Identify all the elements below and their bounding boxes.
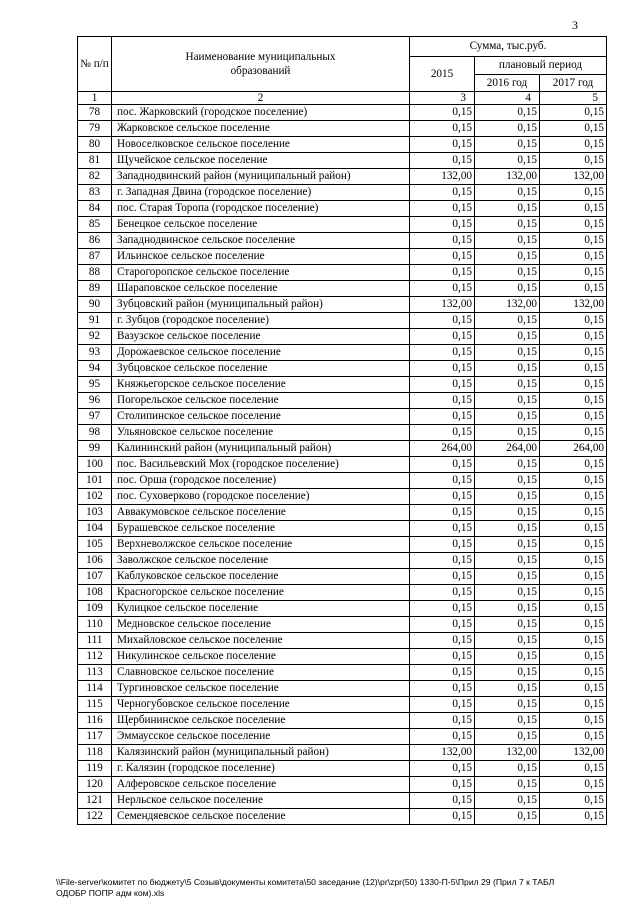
row-value-2015: 0,15 [410, 473, 475, 489]
row-value-2016: 0,15 [475, 345, 540, 361]
table-row [78, 185, 607, 201]
row-number: 106 [78, 553, 112, 569]
row-name: г. Зубцов (городское поселение) [112, 313, 410, 329]
row-value-2016: 0,15 [475, 713, 540, 729]
row-number: 108 [78, 585, 112, 601]
table-row [78, 745, 607, 761]
row-value-2015: 0,15 [410, 633, 475, 649]
row-number: 91 [78, 313, 112, 329]
row-value-2017: 0,15 [540, 377, 607, 393]
row-number: 104 [78, 521, 112, 537]
row-value-2017: 0,15 [540, 665, 607, 681]
row-name: Красногорское сельское поселение [112, 585, 410, 601]
row-value-2015: 0,15 [410, 537, 475, 553]
row-value-2016: 132,00 [475, 169, 540, 185]
col-index-3: 3 [410, 92, 475, 105]
table-row [78, 729, 607, 745]
row-value-2016: 0,15 [475, 777, 540, 793]
row-value-2015: 132,00 [410, 297, 475, 313]
col-header-name [112, 37, 410, 92]
row-value-2017: 0,15 [540, 345, 607, 361]
row-value-2017: 0,15 [540, 569, 607, 585]
row-name: Калязинский район (муниципальный район) [112, 745, 410, 761]
row-value-2015: 0,15 [410, 425, 475, 441]
row-name: Алферовское сельское поселение [112, 777, 410, 793]
table-row [78, 521, 607, 537]
row-value-2017: 0,15 [540, 697, 607, 713]
table-row [78, 233, 607, 249]
row-value-2016: 0,15 [475, 521, 540, 537]
row-name: г. Западная Двина (городское поселение) [112, 185, 410, 201]
row-value-2016: 0,15 [475, 393, 540, 409]
row-name: Никулинское сельское поселение [112, 649, 410, 665]
row-number: 89 [78, 281, 112, 297]
table-row [78, 649, 607, 665]
row-value-2016: 0,15 [475, 217, 540, 233]
table-row [78, 553, 607, 569]
row-value-2017: 0,15 [540, 777, 607, 793]
row-value-2016: 0,15 [475, 585, 540, 601]
row-value-2017: 264,00 [540, 441, 607, 457]
row-number: 92 [78, 329, 112, 345]
row-name: Западнодвинский район (муниципальный район) [112, 169, 410, 185]
row-value-2015: 0,15 [410, 409, 475, 425]
row-value-2017: 0,15 [540, 217, 607, 233]
table-row [78, 713, 607, 729]
row-value-2017: 0,15 [540, 233, 607, 249]
row-value-2016: 0,15 [475, 233, 540, 249]
table-row [78, 793, 607, 809]
row-value-2017: 0,15 [540, 121, 607, 137]
table-row [78, 633, 607, 649]
row-value-2016: 0,15 [475, 185, 540, 201]
table-row [78, 489, 607, 505]
row-number: 111 [78, 633, 112, 649]
row-value-2016: 0,15 [475, 489, 540, 505]
table-row [78, 681, 607, 697]
col-header-2017: 2017 год [540, 75, 607, 92]
row-number: 86 [78, 233, 112, 249]
row-value-2015: 0,15 [410, 345, 475, 361]
row-name: Каблуковское сельское поселение [112, 569, 410, 585]
table-row [78, 249, 607, 265]
row-name: Эммаусское сельское поселение [112, 729, 410, 745]
row-value-2016: 0,15 [475, 153, 540, 169]
row-value-2017: 0,15 [540, 617, 607, 633]
row-name: Зубцовский район (муниципальный район) [112, 297, 410, 313]
row-value-2017: 0,15 [540, 457, 607, 473]
row-value-2015: 0,15 [410, 185, 475, 201]
row-number: 116 [78, 713, 112, 729]
table-row [78, 169, 607, 185]
row-number: 103 [78, 505, 112, 521]
row-value-2016: 0,15 [475, 617, 540, 633]
row-value-2017: 0,15 [540, 505, 607, 521]
row-number: 107 [78, 569, 112, 585]
table-row [78, 361, 607, 377]
row-number: 90 [78, 297, 112, 313]
row-value-2015: 0,15 [410, 681, 475, 697]
row-value-2016: 0,15 [475, 457, 540, 473]
row-name: Шараповское сельское поселение [112, 281, 410, 297]
row-value-2017: 0,15 [540, 153, 607, 169]
table-row [78, 105, 607, 121]
row-value-2017: 0,15 [540, 649, 607, 665]
row-value-2016: 0,15 [475, 665, 540, 681]
row-name: Вазузское сельское поселение [112, 329, 410, 345]
table-row [78, 153, 607, 169]
table-row [78, 777, 607, 793]
row-value-2017: 0,15 [540, 425, 607, 441]
row-value-2017: 0,15 [540, 361, 607, 377]
row-name: Заволжское сельское поселение [112, 553, 410, 569]
row-value-2015: 0,15 [410, 489, 475, 505]
row-value-2016: 0,15 [475, 361, 540, 377]
col-header-2016: 2016 год [475, 75, 540, 92]
row-name: Щербининское сельское поселение [112, 713, 410, 729]
table-row [78, 409, 607, 425]
row-name: Славновское сельское поселение [112, 665, 410, 681]
table-row [78, 313, 607, 329]
row-value-2015: 0,15 [410, 281, 475, 297]
row-value-2017: 0,15 [540, 681, 607, 697]
table-row [78, 281, 607, 297]
row-value-2015: 0,15 [410, 457, 475, 473]
row-name: Кулицкое сельское поселение [112, 601, 410, 617]
row-number: 100 [78, 457, 112, 473]
row-value-2016: 0,15 [475, 729, 540, 745]
row-value-2015: 0,15 [410, 521, 475, 537]
row-number: 119 [78, 761, 112, 777]
row-value-2015: 0,15 [410, 233, 475, 249]
row-value-2015: 0,15 [410, 729, 475, 745]
row-name: Аввакумовское сельское поселение [112, 505, 410, 521]
row-value-2015: 0,15 [410, 761, 475, 777]
row-value-2017: 132,00 [540, 745, 607, 761]
row-number: 122 [78, 809, 112, 825]
row-name: пос. Жарковский (городское поселение) [112, 105, 410, 121]
table-row [78, 121, 607, 137]
row-number: 95 [78, 377, 112, 393]
row-value-2017: 0,15 [540, 761, 607, 777]
row-value-2016: 0,15 [475, 377, 540, 393]
row-name: Ульяновское сельское поселение [112, 425, 410, 441]
table-row [78, 297, 607, 313]
col-index-2: 2 [112, 92, 410, 105]
row-value-2015: 0,15 [410, 121, 475, 137]
row-name: Старогоропское сельское поселение [112, 265, 410, 281]
row-value-2017: 0,15 [540, 793, 607, 809]
row-name: Погорельское сельское поселение [112, 393, 410, 409]
col-index-4: 4 [475, 92, 540, 105]
row-number: 83 [78, 185, 112, 201]
row-value-2015: 0,15 [410, 105, 475, 121]
row-value-2015: 0,15 [410, 617, 475, 633]
row-name: Калининский район (муниципальный район) [112, 441, 410, 457]
row-value-2015: 0,15 [410, 505, 475, 521]
table-row [78, 809, 607, 825]
col-index-1: 1 [78, 92, 112, 105]
row-number: 82 [78, 169, 112, 185]
row-name: Семендяевское сельское поселение [112, 809, 410, 825]
row-value-2017: 0,15 [540, 201, 607, 217]
row-name: пос. Суховерково (городское поселение) [112, 489, 410, 505]
row-number: 81 [78, 153, 112, 169]
footer-line-1: \\File-server\комитет по бюджету\5 Созыв\документы комитета\50 заседание (12)\pr\zpr(50) 1330-П-5\Прил 29 (Прил 7 к ТАБЛ [56, 877, 555, 887]
table-row [78, 537, 607, 553]
row-value-2016: 0,15 [475, 553, 540, 569]
table-row [78, 137, 607, 153]
row-number: 101 [78, 473, 112, 489]
row-number: 113 [78, 665, 112, 681]
row-number: 105 [78, 537, 112, 553]
row-value-2017: 0,15 [540, 409, 607, 425]
table-row [78, 377, 607, 393]
table-row [78, 457, 607, 473]
row-value-2017: 0,15 [540, 713, 607, 729]
row-name: Ильинское сельское поселение [112, 249, 410, 265]
row-value-2016: 0,15 [475, 137, 540, 153]
row-number: 99 [78, 441, 112, 457]
row-value-2016: 0,15 [475, 249, 540, 265]
row-number: 94 [78, 361, 112, 377]
table-body [78, 105, 607, 825]
row-name: Бурашевское сельское поселение [112, 521, 410, 537]
table-row [78, 617, 607, 633]
row-value-2015: 0,15 [410, 361, 475, 377]
row-value-2017: 132,00 [540, 297, 607, 313]
row-value-2016: 0,15 [475, 809, 540, 825]
row-value-2015: 132,00 [410, 169, 475, 185]
table-row [78, 217, 607, 233]
row-value-2015: 0,15 [410, 777, 475, 793]
row-value-2017: 0,15 [540, 281, 607, 297]
row-value-2017: 0,15 [540, 809, 607, 825]
row-name: Медновское сельское поселение [112, 617, 410, 633]
row-value-2016: 0,15 [475, 681, 540, 697]
row-value-2017: 0,15 [540, 521, 607, 537]
row-value-2015: 132,00 [410, 745, 475, 761]
row-number: 120 [78, 777, 112, 793]
row-name: Бенецкое сельское поселение [112, 217, 410, 233]
row-number: 98 [78, 425, 112, 441]
row-name: Тургиновское сельское поселение [112, 681, 410, 697]
row-name: Михайловское сельское поселение [112, 633, 410, 649]
row-value-2016: 0,15 [475, 569, 540, 585]
row-number: 79 [78, 121, 112, 137]
row-name: Щучейское сельское поселение [112, 153, 410, 169]
table-row [78, 345, 607, 361]
row-value-2017: 0,15 [540, 105, 607, 121]
row-number: 109 [78, 601, 112, 617]
table-row [78, 697, 607, 713]
row-value-2017: 0,15 [540, 329, 607, 345]
row-value-2017: 0,15 [540, 537, 607, 553]
row-name: Зубцовское сельское поселение [112, 361, 410, 377]
row-number: 110 [78, 617, 112, 633]
col-header-2015: 2015 [410, 57, 475, 92]
row-value-2016: 0,15 [475, 601, 540, 617]
row-value-2017: 0,15 [540, 633, 607, 649]
row-number: 87 [78, 249, 112, 265]
col-name-label: Наименование муниципальных образований [185, 51, 336, 77]
row-name: пос. Старая Торопа (городское поселение) [112, 201, 410, 217]
table-row [78, 441, 607, 457]
row-number: 118 [78, 745, 112, 761]
row-number: 117 [78, 729, 112, 745]
row-value-2016: 0,15 [475, 793, 540, 809]
row-name: пос. Орша (городское поселение) [112, 473, 410, 489]
row-value-2015: 0,15 [410, 153, 475, 169]
row-number: 115 [78, 697, 112, 713]
row-number: 88 [78, 265, 112, 281]
table-row [78, 425, 607, 441]
row-value-2015: 0,15 [410, 249, 475, 265]
table-row [78, 505, 607, 521]
table-row [78, 665, 607, 681]
row-name: Нерльское сельское поселение [112, 793, 410, 809]
col-header-sum: Сумма, тыс.руб. [410, 37, 607, 57]
row-value-2017: 0,15 [540, 585, 607, 601]
row-value-2016: 0,15 [475, 201, 540, 217]
row-name: Черногубовское сельское поселение [112, 697, 410, 713]
row-value-2017: 0,15 [540, 601, 607, 617]
row-value-2015: 0,15 [410, 809, 475, 825]
row-value-2015: 0,15 [410, 265, 475, 281]
row-name: пос. Васильевский Мох (городское поселение) [112, 457, 410, 473]
row-number: 114 [78, 681, 112, 697]
row-name: Верхневолжское сельское поселение [112, 537, 410, 553]
row-value-2015: 0,15 [410, 329, 475, 345]
table-row [78, 265, 607, 281]
row-value-2017: 0,15 [540, 137, 607, 153]
row-value-2016: 0,15 [475, 761, 540, 777]
row-value-2017: 0,15 [540, 313, 607, 329]
table-row [78, 601, 607, 617]
row-value-2015: 0,15 [410, 217, 475, 233]
row-value-2015: 0,15 [410, 393, 475, 409]
row-number: 93 [78, 345, 112, 361]
row-value-2016: 0,15 [475, 409, 540, 425]
footer-line-2: ОДОБР ПОПР адм ком).xls [56, 888, 165, 898]
row-number: 78 [78, 105, 112, 121]
file-path-footer [56, 877, 616, 899]
row-value-2016: 0,15 [475, 505, 540, 521]
row-value-2017: 0,15 [540, 729, 607, 745]
row-name: Западнодвинское сельское поселение [112, 233, 410, 249]
budget-table [77, 36, 607, 825]
row-value-2016: 132,00 [475, 745, 540, 761]
col-index-5: 5 [540, 92, 607, 105]
col-header-number [78, 37, 112, 92]
row-value-2015: 0,15 [410, 137, 475, 153]
row-value-2017: 0,15 [540, 265, 607, 281]
row-number: 121 [78, 793, 112, 809]
table-row [78, 393, 607, 409]
row-value-2015: 0,15 [410, 377, 475, 393]
row-value-2016: 0,15 [475, 105, 540, 121]
row-value-2015: 0,15 [410, 201, 475, 217]
row-name: г. Калязин (городское поселение) [112, 761, 410, 777]
row-value-2015: 264,00 [410, 441, 475, 457]
row-value-2015: 0,15 [410, 601, 475, 617]
row-value-2016: 0,15 [475, 281, 540, 297]
row-value-2016: 0,15 [475, 473, 540, 489]
page-number: 3 [572, 18, 578, 32]
row-value-2017: 0,15 [540, 393, 607, 409]
table-row [78, 569, 607, 585]
row-value-2016: 0,15 [475, 633, 540, 649]
row-value-2016: 0,15 [475, 697, 540, 713]
row-value-2015: 0,15 [410, 713, 475, 729]
row-value-2015: 0,15 [410, 793, 475, 809]
row-value-2016: 0,15 [475, 329, 540, 345]
row-name: Новоселковское сельское поселение [112, 137, 410, 153]
row-value-2015: 0,15 [410, 313, 475, 329]
row-value-2015: 0,15 [410, 585, 475, 601]
row-number: 84 [78, 201, 112, 217]
row-name: Жарковское сельское поселение [112, 121, 410, 137]
row-value-2017: 0,15 [540, 473, 607, 489]
row-value-2015: 0,15 [410, 665, 475, 681]
row-value-2015: 0,15 [410, 697, 475, 713]
row-number: 97 [78, 409, 112, 425]
row-value-2015: 0,15 [410, 553, 475, 569]
row-number: 85 [78, 217, 112, 233]
row-value-2017: 132,00 [540, 169, 607, 185]
row-value-2016: 0,15 [475, 121, 540, 137]
row-value-2017: 0,15 [540, 489, 607, 505]
row-value-2016: 132,00 [475, 297, 540, 313]
row-name: Дорожаевское сельское поселение [112, 345, 410, 361]
row-value-2016: 0,15 [475, 425, 540, 441]
row-name: Столипинское сельское поселение [112, 409, 410, 425]
row-value-2017: 0,15 [540, 553, 607, 569]
col-header-plan: плановый период [475, 57, 607, 75]
row-number: 96 [78, 393, 112, 409]
row-value-2016: 0,15 [475, 649, 540, 665]
row-value-2016: 0,15 [475, 265, 540, 281]
row-value-2017: 0,15 [540, 249, 607, 265]
row-number: 102 [78, 489, 112, 505]
row-value-2017: 0,15 [540, 185, 607, 201]
row-value-2016: 0,15 [475, 313, 540, 329]
table-row [78, 473, 607, 489]
row-value-2016: 0,15 [475, 537, 540, 553]
row-value-2016: 264,00 [475, 441, 540, 457]
col-number-label: № п/п [80, 57, 109, 70]
table-row [78, 585, 607, 601]
table-row [78, 329, 607, 345]
table-row [78, 761, 607, 777]
row-value-2015: 0,15 [410, 649, 475, 665]
row-name: Княжьегорское сельское поселение [112, 377, 410, 393]
row-number: 80 [78, 137, 112, 153]
row-number: 112 [78, 649, 112, 665]
table-row [78, 201, 607, 217]
row-value-2015: 0,15 [410, 569, 475, 585]
